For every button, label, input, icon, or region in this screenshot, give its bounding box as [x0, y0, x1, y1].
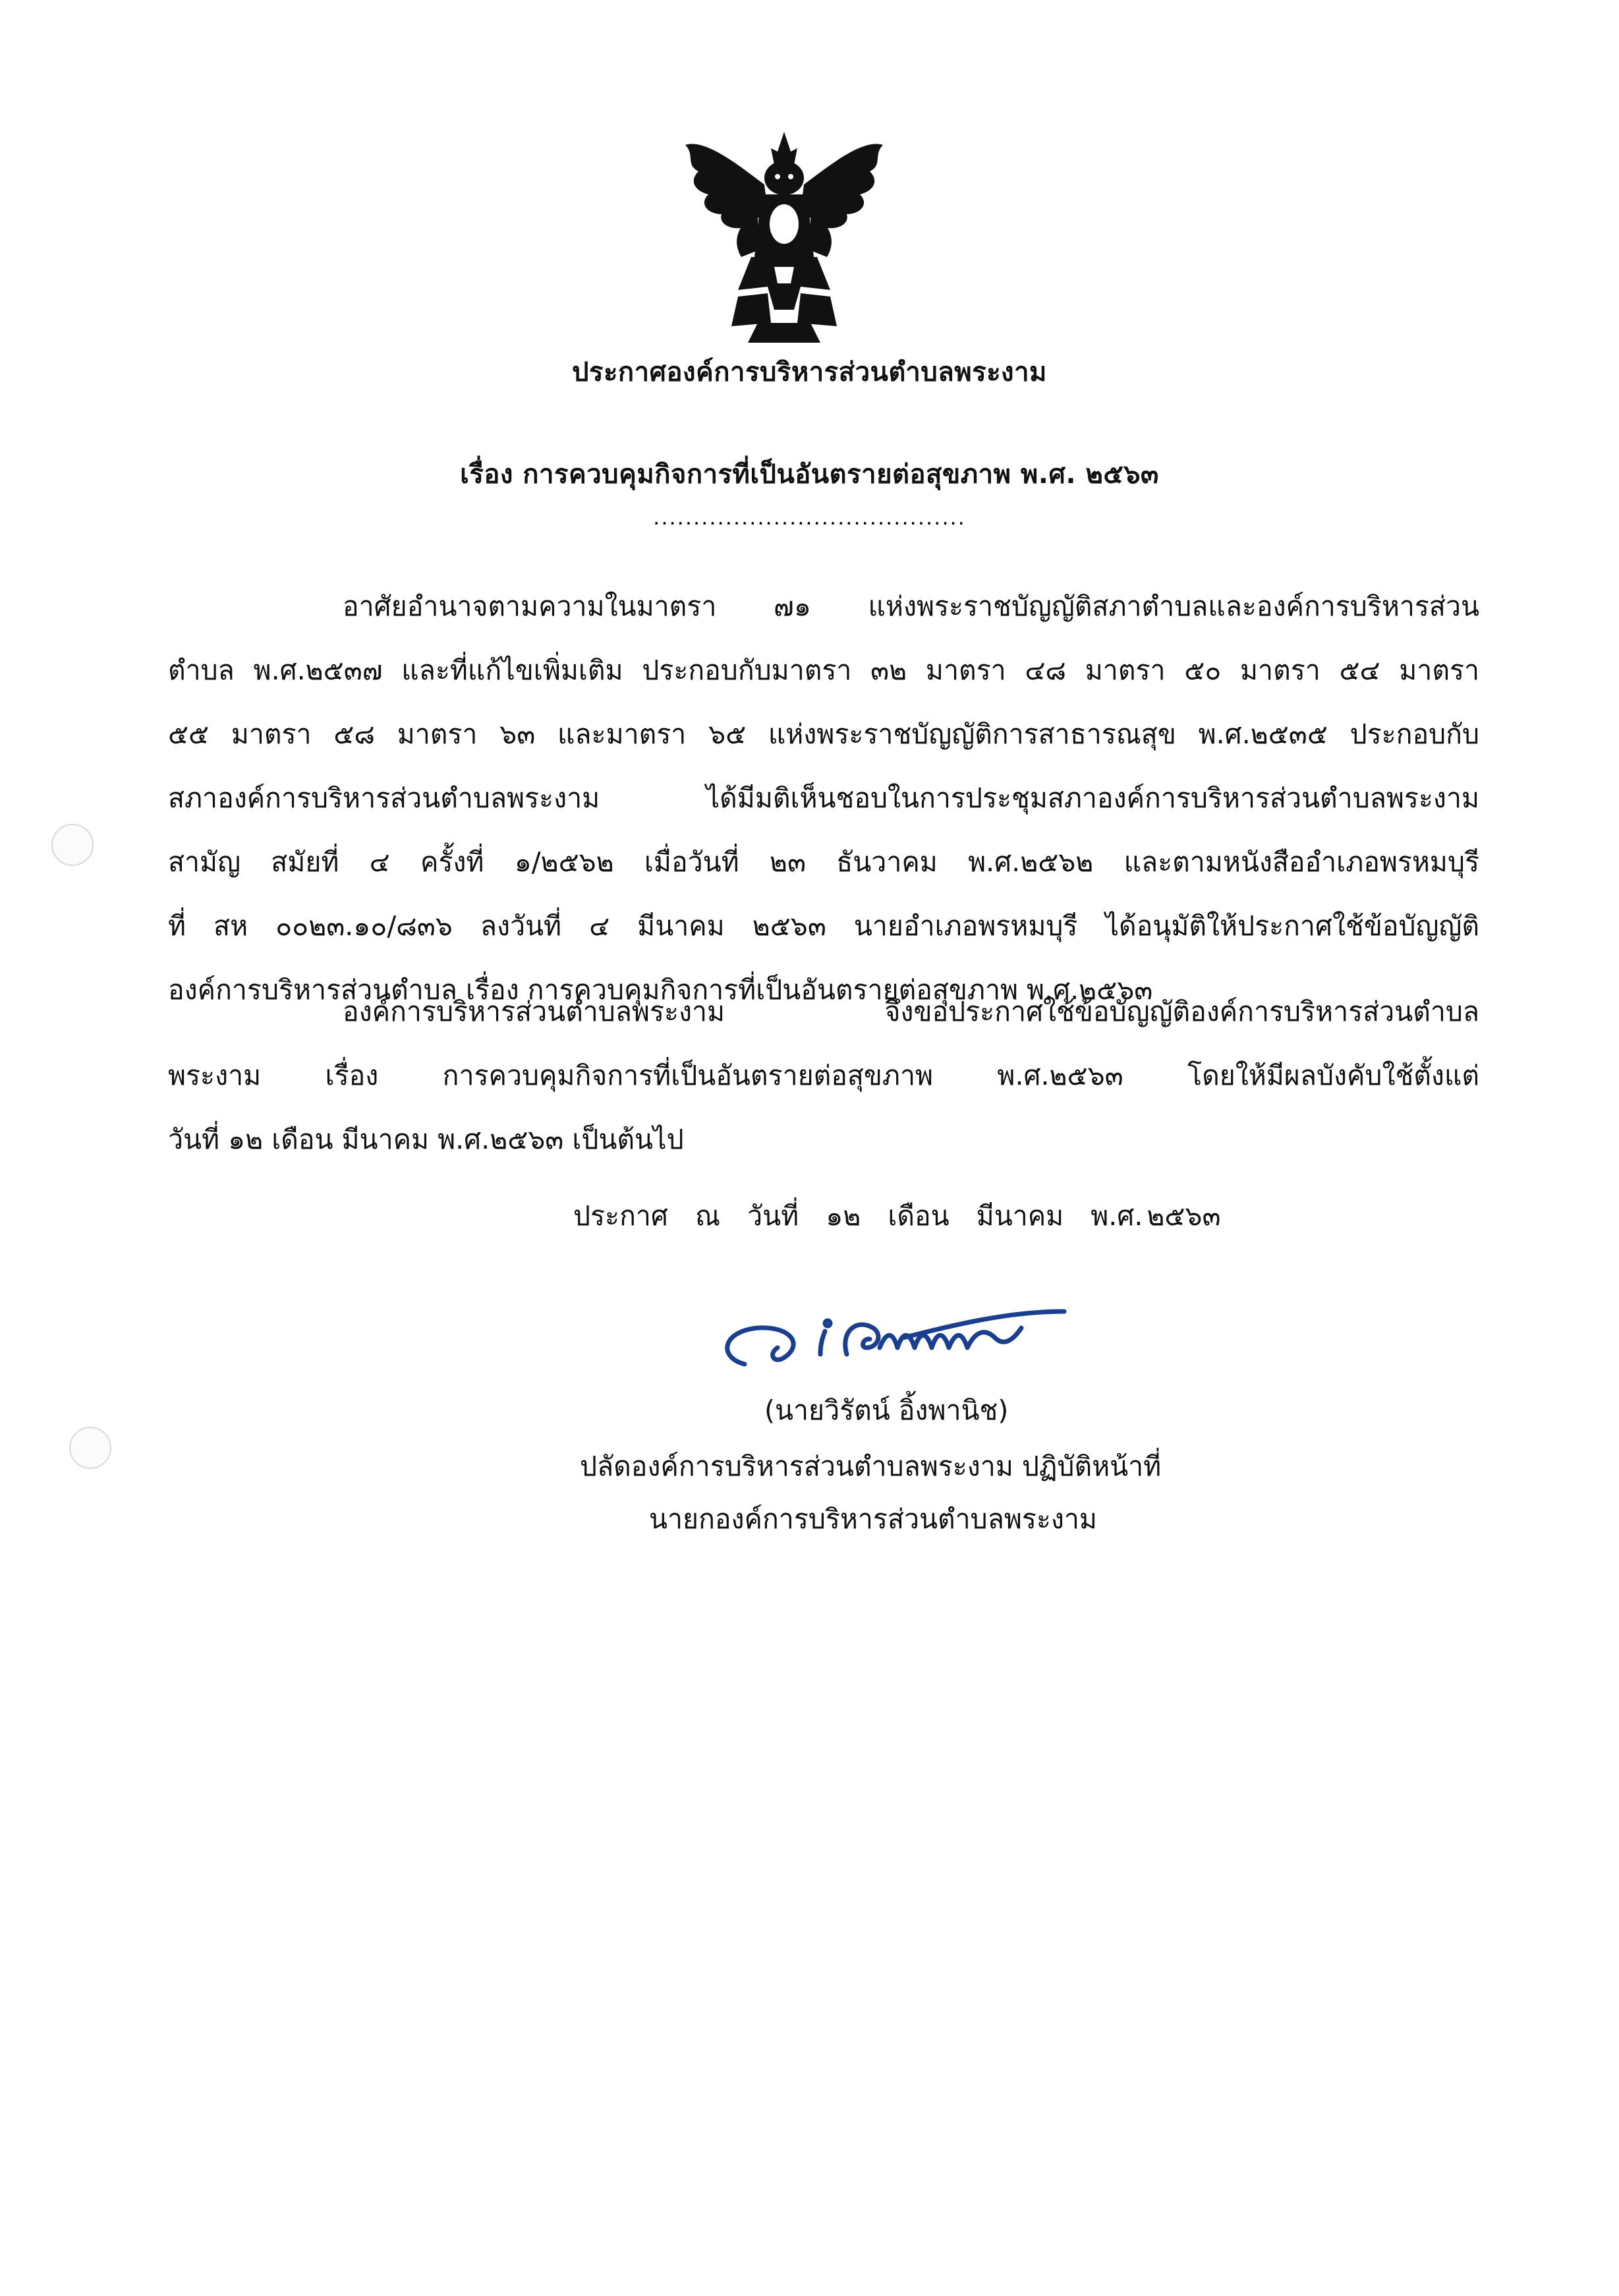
punch-hole [51, 824, 94, 866]
paragraph-line: อาศัยอำนาจตามความในมาตรา ๗๑ แห่งพระราชบัญญัติสภาตำบลและองค์การบริหารส่วน [343, 590, 1479, 622]
handwritten-signature-icon [705, 1292, 1074, 1384]
announcement-date [573, 1196, 1239, 1236]
signatory-position: ปลัดองค์การบริหารส่วนตำบลพระงาม ปฏิบัติหน้าที่ [580, 1450, 1162, 1482]
date-prefix: ประกาศ [573, 1200, 668, 1232]
date-at: ณ [695, 1200, 721, 1232]
announcement-title: ประกาศองค์การบริหารส่วนตำบลพระงาม [572, 357, 1047, 387]
date-day-label: วันที่ [747, 1200, 799, 1232]
date-year: ๒๕๖๓ [1147, 1200, 1221, 1232]
garuda-emblem-icon [659, 125, 909, 349]
paragraph-line: วันที่ ๑๒ เดือน มีนาคม พ.ศ.๒๕๖๓ เป็นต้นไป [168, 1124, 684, 1155]
date-month-label: เดือน [888, 1200, 950, 1232]
paragraph-line: ๕๕ มาตรา ๕๘ มาตรา ๖๓ และมาตรา ๖๕ แห่งพระราชบัญญัติการสาธารณสุข พ.ศ.๒๕๓๕ ประกอบกับ [168, 718, 1479, 750]
paragraph-line: สภาองค์การบริหารส่วนตำบลพระงาม ได้มีมติเห็นชอบในการประชุมสภาองค์การบริหารส่วนตำบลพระงาม [168, 782, 1479, 814]
announcement-subject: เรื่อง การควบคุมกิจการที่เป็นอันตรายต่อสุขภาพ พ.ศ. ๒๕๖๓ [460, 459, 1159, 490]
title-divider: ....................................... [653, 505, 966, 530]
paragraph-line: ตำบล พ.ศ.๒๕๓๗ และที่แก้ไขเพิ่มเติม ประกอบกับมาตรา ๓๒ มาตรา ๔๘ มาตรา ๕๐ มาตรา ๕๔ มาตรา [168, 654, 1479, 686]
date-month: มีนาคม [976, 1200, 1064, 1232]
date-year-label: พ.ศ. [1091, 1200, 1143, 1232]
signatory-name: (นายวิรัตน์ อิ้งพานิช) [764, 1394, 1009, 1426]
paragraph-line: ที่ สห ๐๐๒๓.๑๐/๘๓๖ ลงวันที่ ๔ มีนาคม ๒๕๖๓ นายอำเภอพรหมบุรี ได้อนุมัติให้ประกาศใช้ข้อบัญญัติ [168, 910, 1479, 942]
punch-hole [69, 1427, 111, 1469]
date-day: ๑๒ [826, 1200, 861, 1232]
paragraph-line: องค์การบริหารส่วนตำบลพระงาม จึงขอประกาศใช้ข้อบัญญัติองค์การบริหารส่วนตำบล [343, 996, 1479, 1027]
paragraph-line: องค์การบริหารส่วนตำบล เรื่อง การควบคุมกิจการที่เป็นอันตรายต่อสุขภาพ พ.ศ.๒๕๖๓ [168, 974, 1153, 1006]
paragraph-line: สามัญ สมัยที่ ๔ ครั้งที่ ๑/๒๕๖๒ เมื่อวันที่ ๒๓ ธันวาคม พ.ศ.๒๕๖๒ และตามหนังสืออำเภอพรหมบุรี [168, 846, 1479, 878]
signatory-acting-as: นายกองค์การบริหารส่วนตำบลพระงาม [649, 1503, 1097, 1535]
paragraph-line: พระงาม เรื่อง การควบคุมกิจการที่เป็นอันตรายต่อสุขภาพ พ.ศ.๒๕๖๓ โดยให้มีผลบังคับใช้ตั้งแต่ [168, 1060, 1479, 1091]
